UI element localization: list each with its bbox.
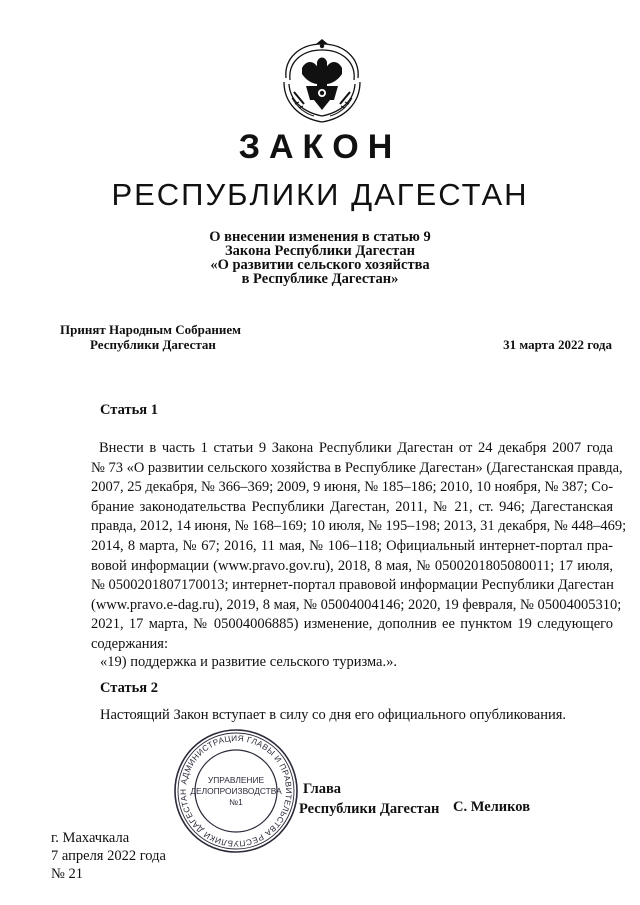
- republic-title: РЕСПУБЛИКИ ДАГЕСТАН: [111, 177, 529, 212]
- issue-date: 7 апреля 2022 года: [51, 848, 166, 864]
- body-line: 2021, 17 марта, № 05004006885) изменение, дополнив ее пунктом 19 следующего: [91, 616, 613, 633]
- body-line: 2007, 25 декабря, № 366–369; 2009, 9 июня, № 185–186; 2010, 10 ноября, № 387; Со-: [91, 479, 614, 496]
- signatory-title-line-1: Глава: [303, 781, 342, 797]
- law-subtitle: [150, 230, 490, 286]
- stamp-center-line-2: ДЕЛОПРОИЗВОДСТВА: [190, 786, 282, 796]
- article-2-heading: Статья 2: [100, 680, 158, 696]
- article-1-quote: «19) поддержка и развитие сельского туризма.».: [100, 654, 397, 670]
- subtitle-line: О внесении изменения в статью 9: [209, 229, 431, 245]
- law-title: ЗАКОН: [238, 128, 402, 166]
- signatory-title-line-2: Республики Дагестан: [299, 801, 440, 817]
- article-1-heading: Статья 1: [100, 402, 158, 418]
- adoption-date: 31 марта 2022 года: [503, 337, 612, 352]
- issue-city: г. Махачкала: [51, 830, 130, 846]
- stamp-ring-text: АДМИНИСТРАЦИЯ ГЛАВЫ И ПРАВИТЕЛЬСТВА РЕСПУБЛИКИ ДАГЕСТАН: [178, 733, 294, 849]
- body-line: содержания:: [91, 635, 169, 652]
- body-line: (www.pravo.e-dag.ru), 2019, 8 мая, № 05004004146; 2020, 19 февраля, № 05004005310;: [91, 596, 622, 613]
- law-number: № 21: [51, 866, 83, 882]
- coat-of-arms-icon: [280, 38, 364, 128]
- body-line: брание законодательства Республики Дагестан, 2011, № 21, ст. 946; Дагестанская: [91, 498, 613, 515]
- subtitle-line: «О развитии сельского хозяйства: [210, 257, 430, 273]
- official-stamp: [172, 727, 300, 855]
- body-line: вовой информации (www.pravo.gov.ru), 2018, 8 мая, № 0500201805080011; 17 июля,: [91, 557, 613, 574]
- stamp-center-line-1: УПРАВЛЕНИЕ: [207, 775, 265, 785]
- body-line: 2014, 8 марта, № 67; 2016, 11 мая, № 106–118; Официальный интернет-портал пра-: [91, 537, 613, 554]
- adoption-line-1: Принят Народным Собранием: [60, 322, 242, 337]
- signatory-name: С. Меликов: [453, 799, 531, 815]
- body-line: № 73 «О развитии сельского хозяйства в Республике Дагестан» (Дагестанская правда,: [91, 459, 623, 476]
- subtitle-line: Закона Республики Дагестан: [225, 243, 415, 259]
- stamp-center-line-3: №1: [229, 797, 243, 807]
- article-2-text: Настоящий Закон вступает в силу со дня его официального опубликования.: [100, 707, 567, 723]
- body-line: № 0500201807170013; интернет-портал правовой информации Республики Дагестан: [91, 577, 614, 594]
- issue-details: [51, 829, 166, 883]
- subtitle-line: в Республике Дагестан»: [241, 271, 399, 287]
- body-line: правда, 2012, 14 июня, № 168–169; 10 июля, № 195–198; 2013, 31 декабря, № 448–469;: [91, 518, 627, 535]
- signatory-title: [299, 779, 439, 819]
- adoption-line-2: Республики Дагестан: [90, 337, 216, 352]
- adoption-info: [60, 322, 241, 352]
- body-line: Внести в часть 1 статьи 9 Закона Республики Дагестан от 24 декабря 2007 года: [99, 440, 613, 456]
- article-1-body: [91, 439, 627, 655]
